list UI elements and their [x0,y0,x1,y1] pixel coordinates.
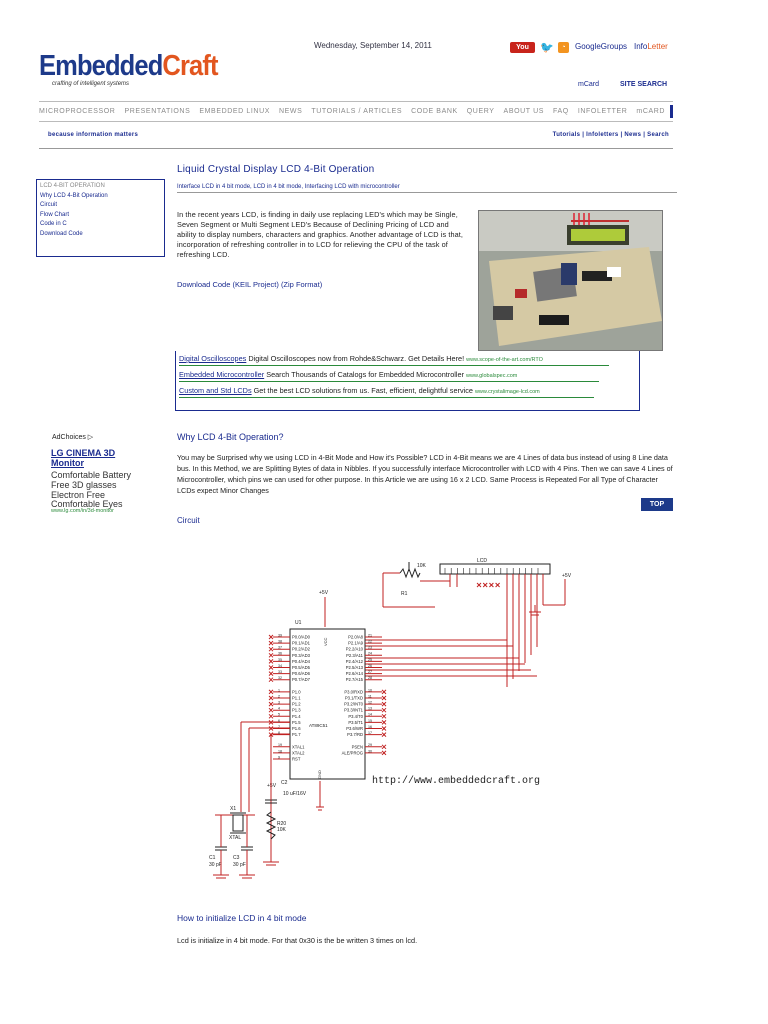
toc-item-circuit[interactable]: Circuit [40,202,58,208]
chip-pin-label: RST [292,756,301,762]
chip-pin-number: 37 [278,645,282,650]
chip-pin-label: PSEN [351,744,363,750]
chip-pin-label: P2.5/A13 [345,665,363,670]
chip-pin-number: 19 [278,743,282,748]
toc-item-code[interactable]: Code in C [40,221,67,227]
toc-item-flowchart[interactable]: Flow Chart [40,211,70,218]
chip-pin-label: P0.5/AD5 [292,665,310,670]
c1-value: 30 pF [209,862,222,868]
chip-pin-number: 27 [368,670,372,674]
chip-pin-label: P2.3/A11 [346,652,363,658]
chip-pin-label: P0.7/AD7 [292,677,310,683]
nav-item-news[interactable]: NEWS [279,108,303,115]
chip-pin-number: 29 [368,743,372,748]
nav-item-infoletter[interactable]: INFOLETTER [577,108,628,115]
chip-pin-label: P0.3/AD3 [292,652,310,658]
text-ad-row[interactable]: Embedded Microcontroller Search Thousands of Catalogs for Embedded Microcontroller www.globalspec.com [179,370,517,379]
youtube-icon[interactable]: You Tube [510,42,535,53]
chip-pin-label: P2.7/A15 [345,677,363,683]
nav-item-mcard[interactable]: mCARD [636,108,666,115]
rss-icon[interactable]: ◔ [558,42,569,53]
chip-pin-label: P0.4/AD4 [292,658,310,664]
chip-pin-number: 21 [368,633,372,638]
chip-pin-number: 28 [368,676,372,681]
nav-item-microprocessor[interactable]: MICROPROCESSOR [39,108,116,115]
chip-pin-label: P1.5 [292,719,301,725]
c3-label: C3 [233,855,240,861]
chip-pin-number: 30 [368,749,372,754]
section-title-init: How to initialize LCD in 4 bit mode [177,913,307,923]
r20-label: R20 [277,821,287,827]
chip-pin-label: P2.2/A10 [345,646,363,652]
nav-item-code-bank[interactable]: CODE BANK [411,108,458,115]
chip-pin-label: P2.1/A9 [348,640,363,646]
chip-pin-number: 14 [368,712,372,717]
chip-pin-label: P1.4 [292,713,301,719]
gnd-pin-label: GND [317,770,322,779]
chip-pin-number: 1 [278,688,280,693]
site-tagline: crafting of intelligent systems [52,81,130,87]
chip-pin-number: 7 [278,724,280,729]
site-logo[interactable]: EmbeddedCraft [39,50,218,82]
chip-pin-number: 17 [368,731,372,735]
text-ad-box [175,351,640,411]
chip-pin-number: 35 [278,657,282,662]
chip-pin-number: 36 [278,651,282,656]
section-text-why: You may be Surprised why we using LCD in 4-Bit Mode and How it's Possible? LCD in 4-Bit means we are 4 Lines of data bus instead of using 8 Line data bus. In this Method, we are Splitting Bytes of data in Nibbles. If you successfully interface Microcontroller with LCD with 4 Pins. Then we can save 4 Lines of Microcontroller, which pins we can used for other purpose. In this Article we are using 16 x 2 LCD. Same Process is Repeated For all Type of Character LCDs expect Minor Changes [177,453,673,495]
chip-pin-label: ALE/PROG [341,750,363,756]
chip-pin-number: 8 [278,731,280,735]
chip-pin-label: P1.7 [292,732,301,738]
vcc-top-label: +5V [319,590,329,596]
toc-heading: LCD 4-BIT OPERATION [40,183,105,189]
nav-item-faq[interactable]: FAQ [553,108,569,115]
chip-pin-label: P2.4/A12 [345,658,363,664]
nav-item-embedded-linux[interactable]: EMBEDDED LINUX [199,108,270,115]
circuit-schematic [205,557,585,887]
google-groups-link[interactable]: GoogleGroups [575,42,628,51]
nav-accent-bar [670,105,673,118]
section-text-init: Lcd is initialize in 4 bit mode. For that 0x30 is the be written 3 times on lcd. [177,936,418,945]
vcc-pin-label: VCC [323,637,328,646]
mcard-link[interactable]: mCard [578,81,600,88]
chip-pin-number: 25 [368,657,372,662]
toc-item-why[interactable]: Why LCD 4-Bit Operation [40,192,108,199]
chip-pin-label: P3.2/INT0 [344,701,363,707]
chip-pin-number: 6 [278,718,280,723]
adchoices-label[interactable]: AdChoices ▷ [52,434,94,441]
chip-pin-label: P1.6 [292,726,301,731]
r1-value: 10K [417,563,426,569]
r20-value: 10K [277,827,286,833]
chip-pin-number: 13 [368,706,372,711]
download-code-link[interactable]: Download Code (KEIL Project) (Zip Format) [177,280,323,289]
sidebar-ad-title[interactable]: LG CINEMA 3D Monitor [51,448,116,468]
chip-pin-label: P1.1 [292,695,301,701]
text-ad-row[interactable]: Custom and Std LCDs Get the best LCD solutions from us. Fast, efficient, delightful service www.crystalimage-lcd.com [179,386,540,395]
chip-pin-number: 39 [278,633,282,638]
chip-pin-label: P0.0/AD0 [292,634,310,640]
chip-pin-number: 34 [278,663,282,668]
chip-pin-number: 26 [368,663,372,668]
c1-label: C1 [209,855,216,861]
chip-pin-label: P3.7/RD [347,732,363,738]
quick-links[interactable]: Tutorials | Infoletters | News | Search [552,132,669,138]
chip-pin-label: P3.5/T1 [348,719,363,725]
sidebar-ad-url[interactable]: www.lg.com/in/3d-monitor [51,508,114,514]
vcc-reset-label: +5V [267,783,277,789]
article-intro: In the recent years LCD, is finding in daily use replacing LED's which may be Single, Seven Segment or Multi Segment LED's Because of Declining Pricing of LCD and ability to display numbers, characters and graphics. Another advantage of LCD is that, incorporation of refreshing controller in to LCD for relieving the CPU of the task of refreshing LCD. [177,210,464,259]
chip-pin-number: 15 [368,718,372,723]
sidebar-ad-line: Electron Free [51,490,106,500]
chip-pin-number: 4 [278,706,280,711]
sub-bar [39,128,673,149]
sidebar-ad-line: Free 3D glasses [51,480,117,490]
main-nav [39,101,673,122]
circuit-url-watermark: http://www.embeddedcraft.org [372,776,541,787]
chip-pin-number: 12 [368,700,372,705]
x1-label: X1 [230,806,237,812]
lcd-label: LCD [477,558,488,564]
r1-label: R1 [401,591,408,597]
nav-item-presentations[interactable]: PRESENTATIONS [124,108,191,115]
chip-pin-number: 38 [278,639,282,644]
chip-pin-number: 5 [278,712,280,717]
sidebar-ad-line: Comfortable Eyes [51,499,123,509]
chip-pin-label: P0.1/AD1 [292,640,310,646]
xtal-label: XTAL [229,835,242,841]
chip-label: AT89C51 [309,723,328,728]
toc-item-download[interactable]: Download Code [40,230,83,237]
chip-pin-number: 11 [368,694,372,699]
chip-pin-number: 16 [368,724,372,729]
u1-label: U1 [295,620,302,626]
nav-item-tutorials-articles[interactable]: TUTORIALS / ARTICLES [311,108,403,115]
chip-pin-label: P3.3/INT1 [344,707,363,713]
nav-item-query[interactable]: QUERY [466,108,495,115]
chip-pin-number: 2 [278,694,280,699]
chip-pin-label: P0.6/AD6 [292,671,310,677]
chip-pin-label: P2.0/A8 [348,634,363,640]
chip-pin-label: XTAL1 [292,744,305,750]
chip-pin-number: 10 [368,688,372,693]
table-of-contents [36,179,165,257]
nav-item-about-us[interactable]: ABOUT US [503,108,545,115]
chip-pin-label: P1.0 [292,689,301,695]
chip-pin-number: 18 [278,749,282,754]
article-subtitle: Interface LCD in 4 bit mode, LCD in 4 bit mode, Interfacing LCD with microcontroller [177,184,677,193]
chip-pin-number: 24 [368,651,372,656]
chip-pin-label: P3.4/T0 [348,713,363,719]
chip-pin-label: XTAL2 [292,750,305,756]
chip-pin-number: 3 [278,700,280,705]
chip-pin-number: 22 [368,639,372,644]
chip-pin-label: P2.6/A14 [345,671,363,677]
chip-pin-label: P3.6/WR [346,726,363,731]
chip-pin-label: P3.0/RXD [344,689,363,695]
section-title-why: Why LCD 4-Bit Operation? [177,432,284,442]
section-title-circuit: Circuit [177,516,200,525]
site-search-link[interactable]: SITE SEARCH [620,81,668,88]
chip-pin-number: 9 [278,755,280,760]
chip-pin-label: P1.2 [292,701,301,707]
chip-pin-number: 32 [278,676,282,681]
twitter-icon[interactable]: 🐦 [540,42,554,54]
site-motto: because information matters [48,132,139,138]
top-button[interactable]: TOP [641,498,673,511]
vcc-lcd-label: +5V [562,573,572,579]
c2-label: C2 [281,780,288,786]
chip-pin-label: P0.2/AD2 [292,646,310,652]
lcd-board-photo [478,210,663,351]
chip-pin-label: P1.3 [292,707,301,713]
infoletter-link[interactable]: InfoLetter [634,42,668,51]
c3-value: 30 pF [233,862,246,868]
sidebar-ad-line: Comfortable Battery [51,470,132,480]
chip-pin-number: 23 [368,645,372,650]
article-title: Liquid Crystal Display LCD 4-Bit Operation [177,164,375,175]
current-date: Wednesday, September 14, 2011 [314,41,432,50]
chip-pin-number: 33 [278,670,282,674]
text-ad-row[interactable]: Digital Oscilloscopes Digital Oscilloscopes now from Rohde&Schwarz. Get Details Here! www.scope-of-the-art.com/RTO [179,354,543,363]
c2-value: 10 uF/16V [283,791,307,797]
chip-pin-label: P3.1/TXD [344,695,363,701]
